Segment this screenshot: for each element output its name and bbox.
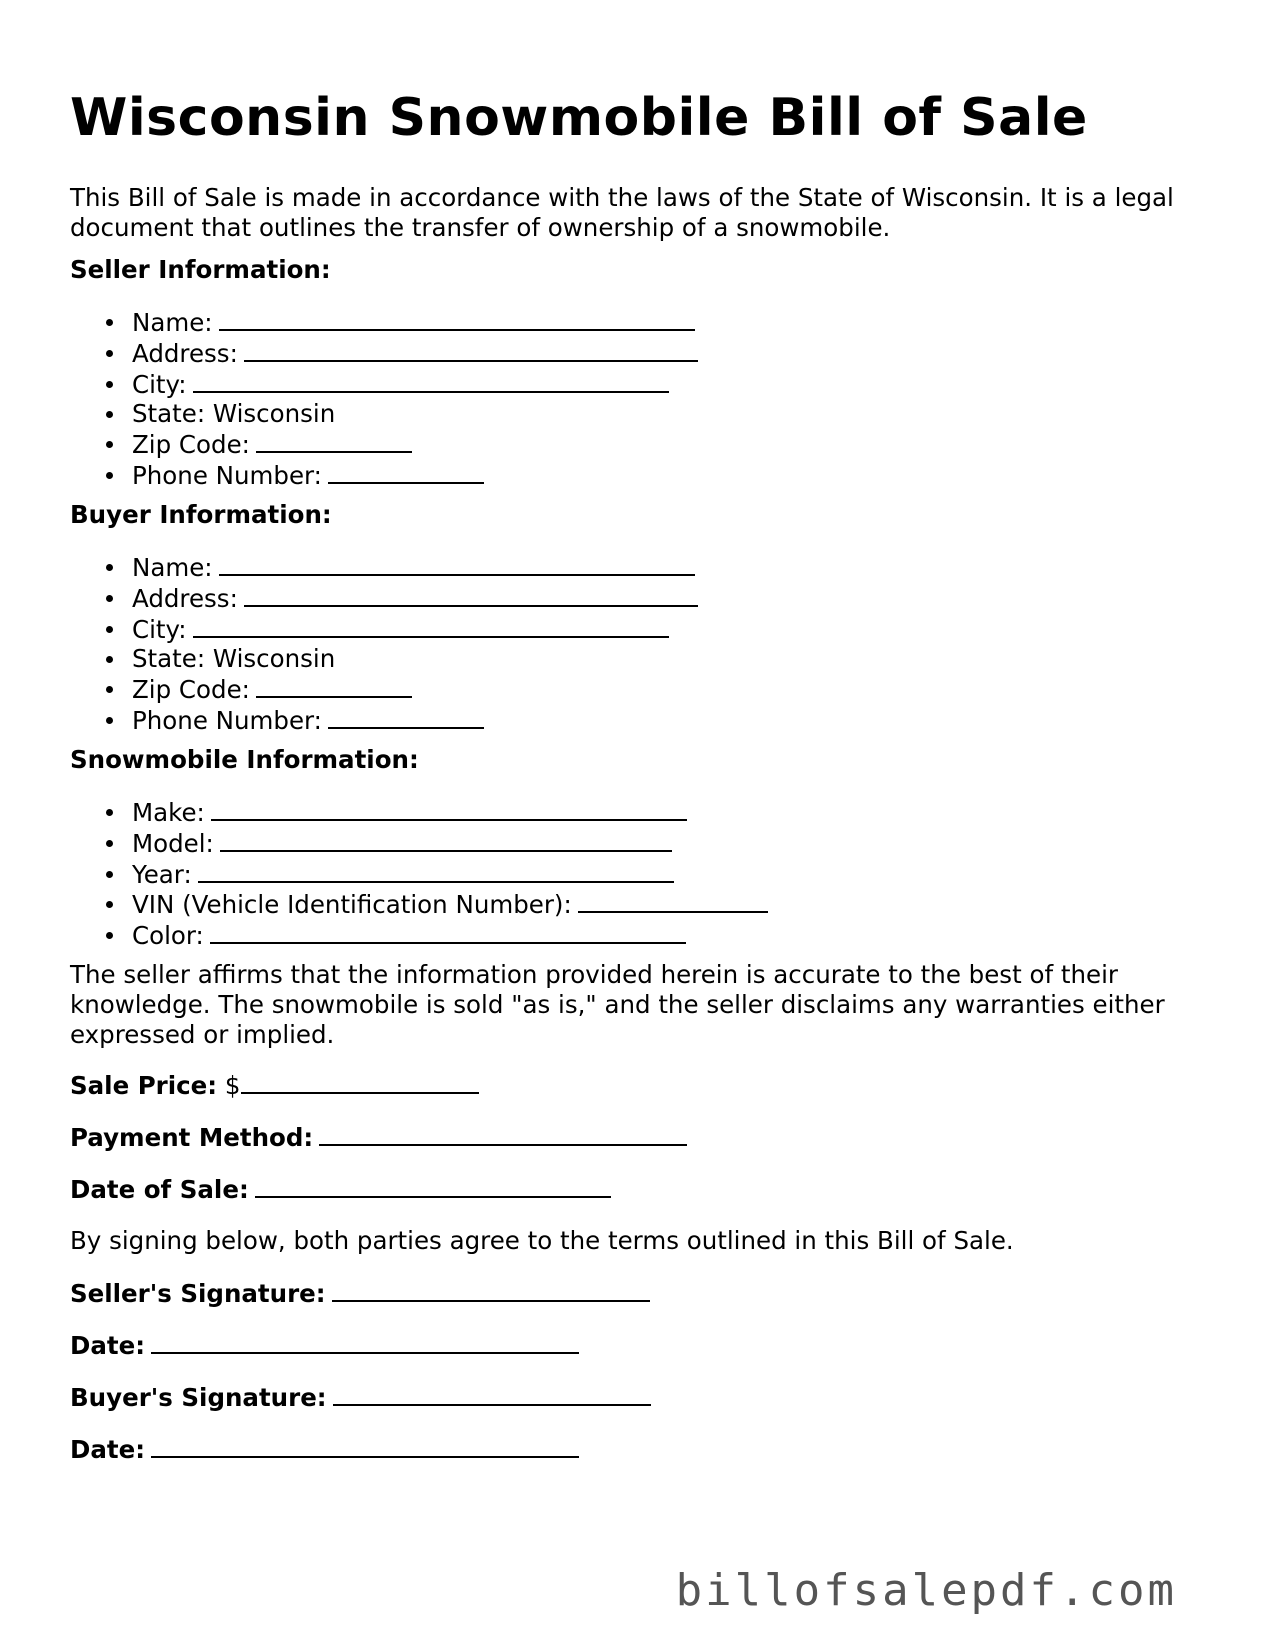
seller-zip-field[interactable]: Zip Code: bbox=[70, 429, 698, 460]
seller-name-field[interactable]: Name: bbox=[70, 307, 698, 338]
snowmobile-heading: Snowmobile Information: bbox=[70, 745, 419, 774]
date-of-sale-label: Date of Sale: bbox=[70, 1175, 249, 1204]
seller-address-field[interactable]: Address: bbox=[70, 338, 698, 369]
seller-date-line[interactable] bbox=[151, 1330, 579, 1354]
seller-date-label: Date: bbox=[70, 1331, 145, 1360]
sale-price-label: Sale Price: bbox=[70, 1071, 218, 1100]
buyer-phone-line[interactable] bbox=[328, 705, 484, 729]
seller-signature-label: Seller's Signature: bbox=[70, 1279, 326, 1308]
snowmobile-year-field[interactable]: Year: bbox=[70, 859, 768, 890]
payment-method-label: Payment Method: bbox=[70, 1123, 314, 1152]
date-of-sale-row[interactable] bbox=[70, 1174, 611, 1204]
payment-method-row[interactable] bbox=[70, 1122, 687, 1152]
seller-phone-field[interactable]: Phone Number: bbox=[70, 460, 698, 491]
page-title: Wisconsin Snowmobile Bill of Sale bbox=[70, 88, 1088, 148]
buyer-address-field[interactable]: Address: bbox=[70, 583, 698, 614]
buyer-city-line[interactable] bbox=[193, 614, 669, 638]
buyer-date-label: Date: bbox=[70, 1435, 145, 1464]
agreement-paragraph: By signing below, both parties agree to the terms outlined in this Bill of Sale. bbox=[70, 1226, 1014, 1255]
buyer-heading: Buyer Information: bbox=[70, 500, 332, 529]
buyer-zip-line[interactable] bbox=[256, 674, 412, 698]
currency-symbol: $ bbox=[224, 1071, 241, 1100]
buyer-signature-row[interactable] bbox=[70, 1382, 651, 1412]
payment-method-line[interactable] bbox=[319, 1122, 687, 1146]
buyer-date-row[interactable] bbox=[70, 1434, 579, 1464]
buyer-phone-field[interactable]: Phone Number: bbox=[70, 705, 698, 736]
buyer-signature-label: Buyer's Signature: bbox=[70, 1383, 327, 1412]
buyer-signature-line[interactable] bbox=[333, 1382, 651, 1406]
buyer-city-field[interactable]: City: bbox=[70, 614, 698, 645]
date-of-sale-line[interactable] bbox=[255, 1174, 611, 1198]
snowmobile-color-field[interactable]: Color: bbox=[70, 920, 768, 951]
snowmobile-vin-field[interactable]: VIN (Vehicle Identification Number): bbox=[70, 889, 768, 920]
snowmobile-year-line[interactable] bbox=[198, 859, 674, 883]
seller-zip-line[interactable] bbox=[256, 429, 412, 453]
seller-phone-line[interactable] bbox=[328, 460, 484, 484]
seller-fields bbox=[70, 307, 698, 491]
buyer-zip-field[interactable]: Zip Code: bbox=[70, 674, 698, 705]
seller-date-row[interactable] bbox=[70, 1330, 579, 1360]
seller-signature-line[interactable] bbox=[332, 1278, 650, 1302]
seller-city-line[interactable] bbox=[193, 369, 669, 393]
snowmobile-model-line[interactable] bbox=[220, 828, 672, 852]
snowmobile-make-field[interactable]: Make: bbox=[70, 797, 768, 828]
watermark: billofsalepdf.com bbox=[675, 1565, 1177, 1616]
seller-name-line[interactable] bbox=[219, 307, 695, 331]
sale-price-line[interactable] bbox=[241, 1070, 479, 1094]
affirmation-paragraph: The seller affirms that the information provided herein is accurate to the best of their knowledge. The snowmobile is sold "as is," and the seller disclaims any warranties either expressed or implied. bbox=[70, 960, 1165, 1049]
seller-heading: Seller Information: bbox=[70, 255, 331, 284]
buyer-state-field: State: Wisconsin bbox=[70, 644, 698, 674]
snowmobile-make-line[interactable] bbox=[211, 797, 687, 821]
buyer-date-line[interactable] bbox=[151, 1434, 579, 1458]
seller-signature-row[interactable] bbox=[70, 1278, 650, 1308]
snowmobile-vin-line[interactable] bbox=[578, 889, 768, 913]
intro-paragraph: This Bill of Sale is made in accordance with the laws of the State of Wisconsin. It is a legal document that outlines the transfer of ownership of a snowmobile. bbox=[70, 183, 1174, 242]
buyer-name-line[interactable] bbox=[219, 552, 695, 576]
buyer-address-line[interactable] bbox=[244, 583, 698, 607]
snowmobile-fields bbox=[70, 797, 768, 951]
snowmobile-color-line[interactable] bbox=[210, 920, 686, 944]
seller-city-field[interactable]: City: bbox=[70, 369, 698, 400]
sale-price-row[interactable] bbox=[70, 1070, 479, 1100]
snowmobile-model-field[interactable]: Model: bbox=[70, 828, 768, 859]
buyer-fields bbox=[70, 552, 698, 736]
seller-state-field: State: Wisconsin bbox=[70, 399, 698, 429]
seller-address-line[interactable] bbox=[244, 338, 698, 362]
buyer-name-field[interactable]: Name: bbox=[70, 552, 698, 583]
